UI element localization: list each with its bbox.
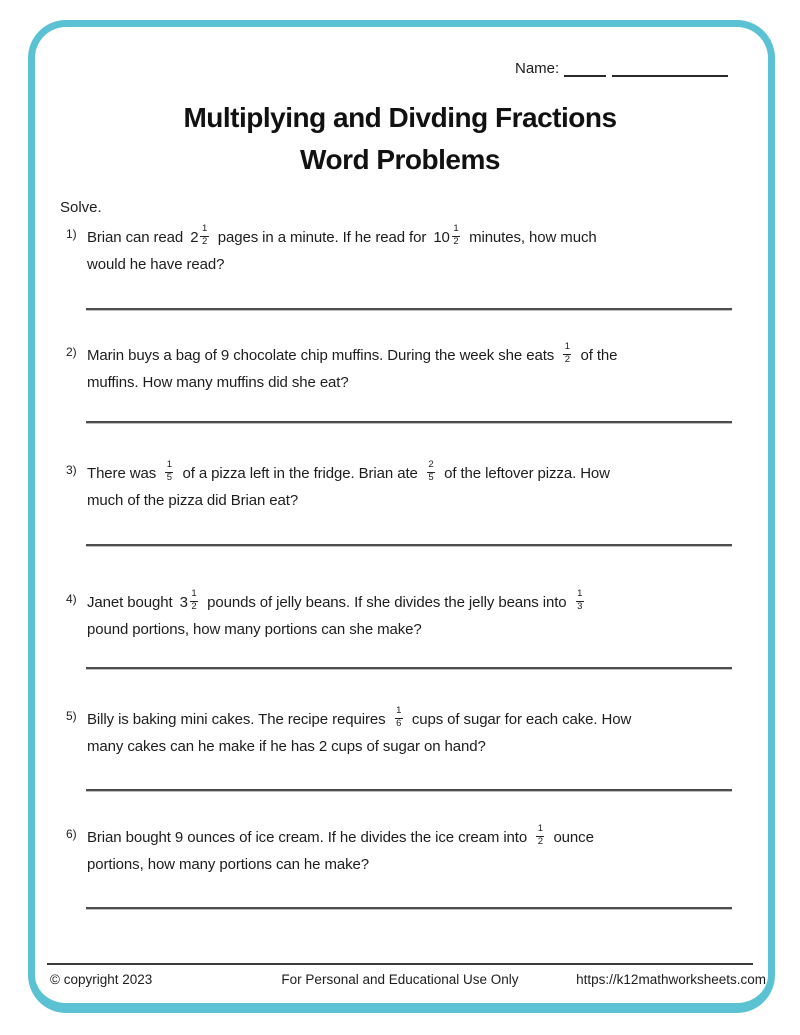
problem-number: 1) [66,227,77,241]
problem-number: 4) [66,592,77,606]
fraction-denominator: 5 [428,472,434,484]
fraction-stack [536,824,544,848]
fraction-numerator: 1 [190,589,198,601]
problem-number: 5) [66,709,77,723]
problem-number: 2) [66,345,77,359]
mixed-number [180,589,200,616]
fraction [393,706,405,733]
whole-number: 2 [190,229,199,246]
answer-line-1 [86,308,732,310]
fraction-stack [190,589,198,613]
fraction-numerator: 2 [427,460,435,472]
fraction-denominator: 2 [201,236,208,248]
footer-copyright: © copyright 2023 [50,972,153,987]
worksheet-title [0,97,800,181]
problem-number: 6) [66,827,77,841]
footer-rule [47,963,753,965]
fraction-denominator: 2 [564,354,570,366]
fraction-stack [452,224,460,248]
mixed-number [190,224,210,251]
problem-text: There was $\frac{1}{5}$ of a pizza left in the fridge. Brian ate $\frac{2}{5}$ of the leftover pizza. How much of the pizza did Brian eat? [87,459,610,509]
problem-text: Billy is baking mini cakes. The recipe requires $\frac{1}{6}$ cups of sugar for each cake. How many cakes can he make if he has 2 cups of sugar on hand? [87,705,632,755]
name-fill-line [612,60,728,77]
name-row [515,60,728,77]
fraction-denominator: 5 [166,472,172,484]
title-line-2: Word Problems [300,144,500,175]
fraction [163,460,175,487]
fraction-numerator: 1 [536,824,544,836]
title-line-1: Multiplying and Divding Fractions [183,102,617,133]
fraction-numerator: 1 [452,224,460,236]
name-label: Name: [515,60,560,77]
fraction-stack [395,706,403,730]
fraction [561,342,573,369]
fraction-denominator: 2 [191,601,197,613]
answer-line-5 [86,789,732,791]
fraction-numerator: 1 [563,342,571,354]
fraction-numerator: 1 [395,706,403,718]
fraction [425,460,437,487]
footer-usage: For Personal and Educational Use Only [281,972,519,987]
problem-text: Brian can read 2 $\frac{1}{2}$ pages in a minute. If he read for 10 $\frac{1}{2}$ minutes, how much would he have read? [87,223,597,273]
fraction-numerator: 1 [165,460,173,472]
problem-number: 3) [66,463,77,477]
name-fill-line [564,60,606,77]
problem-text: Marin buys a bag of 9 chocolate chip muffins. During the week she eats $\frac{1}{2}$ of the muffins. How many muffins did she eat? [87,341,618,391]
problem-text: Janet bought 3 $\frac{1}{2}$ pounds of jelly beans. If she divides the jelly beans into $\frac{1}{3}$ pound portions, how many portions can she make? [87,589,735,643]
fraction-stack [427,460,435,484]
fraction-denominator: 2 [453,236,459,248]
answer-line-6 [86,907,732,909]
fraction-numerator: 1 [200,224,208,236]
fraction-stack [200,224,208,248]
answer-line-3 [86,544,732,546]
fraction-stack [165,460,173,484]
footer-url: https://k12mathworksheets.com [576,972,766,987]
whole-number: 10 [433,229,450,246]
answer-line-2 [86,421,732,423]
fraction-stack [563,342,571,366]
fraction-denominator: 3 [577,601,583,613]
fraction-stack [576,589,584,613]
answer-line-4 [86,667,732,669]
fraction-denominator: 6 [396,718,402,730]
problem-text: Brian bought 9 ounces of ice cream. If he divides the ice cream into $\frac{1}{2}$ ounce portions, how many portions can he make? [87,823,594,873]
fraction-denominator: 2 [537,836,543,848]
whole-number: 3 [179,594,188,611]
fraction-numerator: 1 [576,589,584,601]
fraction [534,824,546,851]
fraction [574,589,586,616]
instruction-solve: Solve. [60,199,102,216]
mixed-number [433,224,462,251]
